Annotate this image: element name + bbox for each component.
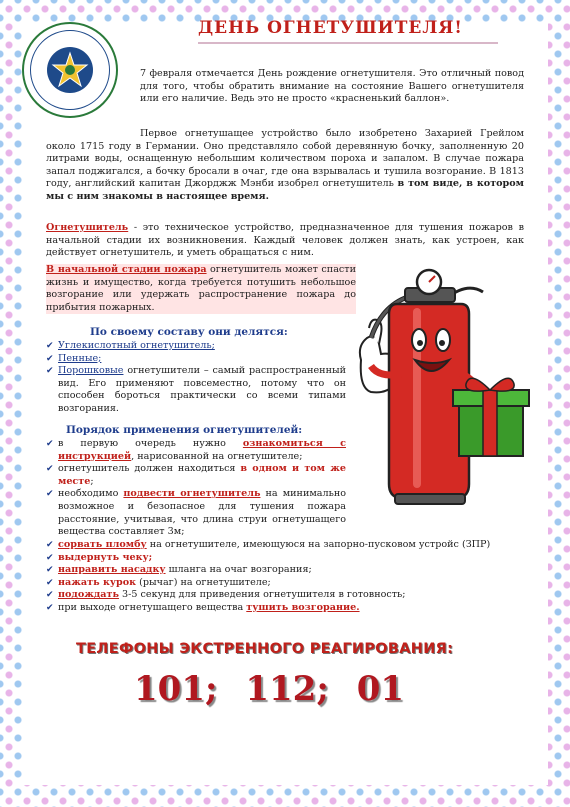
check-icon: ✔ [46,353,54,364]
emergency-phones-title: ТЕЛЕФОНЫ ЭКСТРЕННОГО РЕАГИРОВАНИЯ: [76,641,454,657]
history-text-bold: в том виде, в котором мы с ним знакомы в настоящее время. [46,178,524,202]
definition-text: - это техническое устройство, предназначенное для тушения пожаров в начальной стадии их возникновения. Каждый человек должен знать, как устроен, как действует огнетушитель, и уметь обращаться с ним. [46,222,524,259]
gift-box-icon [453,378,529,456]
usage-item-emphasis: в одном и том же месте [58,463,346,487]
page-title: ДЕНЬ ОГНЕТУШИТЕЛЯ! [198,18,463,38]
list-item [46,463,346,488]
usage-item-emphasis: нажать курок [58,576,137,588]
list-item [46,577,528,590]
definition-term: Огнетушитель [46,222,129,233]
check-icon: ✔ [46,540,54,550]
usage-item-text: на минимально возможное и безопасное для тушения пожара расстояние, учитывая, что длина струи огнетушащего вещества составляет 3м; [58,488,347,538]
list-item [46,438,346,463]
usage-item-emphasis: направить насадку [58,564,166,576]
list-item [46,365,346,415]
history-paragraph [46,128,524,204]
usage-item-text: при выходе огнетушащего вещества [58,601,247,613]
check-icon: ✔ [46,602,54,613]
composition-heading: По своему составу они делятся: [90,326,288,338]
usage-item-emphasis: подождать [58,589,119,601]
usage-item-text: на огнетушителе, имеющуюся на запорно-пусковом устройс (ЗПР) [146,539,491,550]
usage-item-text: ; [90,475,94,487]
composition-item-lead: Порошковые [58,365,124,377]
emblem-star-icon [47,47,93,93]
usage-heading: Порядок применения огнетушителей: [66,424,303,436]
usage-item-emphasis: ознакомиться с инструкцией [58,438,346,462]
usage-item-emphasis: выдернуть чеку; [58,551,153,563]
check-icon: ✔ [46,341,54,351]
list-item [46,552,528,565]
check-icon: ✔ [46,464,54,475]
usage-item-text: шланга на очаг возгорания; [165,564,312,576]
list-item [46,602,528,615]
intro-paragraph [140,68,524,106]
usage-item-text: 3-5 секунд для приведения огнетушителя в готовность; [118,589,406,601]
list-item [46,539,528,552]
list-item [46,340,346,353]
composition-item-lead: Углекислотный огнетушитель; [58,340,215,351]
usage-item-text: в первую очередь нужно [58,438,243,449]
intro-text: 7 февраля отмечается День рождение огнетушителя. Это отличный повод для того, чтобы обратить внимание на состояние Вашего огнетушителя или его наличие. Ведь это не просто «красненький баллон». [140,68,524,105]
emergency-service-emblem [22,22,118,118]
usage-list-continued [46,539,528,615]
usage-item-text: огнетушитель должен находиться [58,463,241,475]
check-icon: ✔ [46,439,54,449]
check-icon: ✔ [46,590,54,601]
usage-list [46,438,346,539]
usage-item-text: (рычаг) на огнетушителе; [136,576,271,588]
emblem-ring [30,30,110,110]
fire-extinguisher-mascot-illustration [355,268,535,516]
usage-item-emphasis: тушить возгорание. [246,601,360,613]
usage-item-text: необходимо [58,488,124,500]
usage-item-emphasis: подвести огнетушитель [123,488,261,500]
composition-list [46,340,346,416]
check-icon: ✔ [46,577,54,588]
check-icon: ✔ [46,366,54,377]
usage-item-emphasis: сорвать пломбу [58,539,147,550]
initial-stage-lead: В начальной стадии пожара [46,264,207,275]
list-item [46,564,528,577]
history-text: Первое огнетушащее устройство было изобретено Захарией Грейлом около 1715 году в Германии. Оно представляло собой деревянную бочку, заполненную 20 литрами воды, оснащенную небольшим количеством пороха и запалом. В случае пожара запал поджигался, а бочку бросали в очаг, где она взрывалась и тушила возгорание. В 1813 году, английский капитан Джорджж Мэнби изобрел огнетушитель [46,128,524,190]
check-icon: ✔ [46,552,54,563]
title-underline [198,42,498,44]
initial-stage-paragraph [46,264,356,314]
composition-item-text: огнетушители – самый распространенный вид. Его применяют повсеместно, потому что он способен бороться практически со всеми типами возгорания. [58,365,346,414]
usage-item-text: , нарисованной на огнетушителе; [131,450,303,462]
definition-paragraph [46,222,524,260]
list-item [46,353,346,366]
initial-stage-text: огнетушитель может спасти жизнь и имущество, когда требуется потушить небольшое возгорание или удержать распространение пожара до прибытия пожарных. [46,264,356,313]
emergency-phone-numbers: 101; 112; 01 [134,669,405,709]
composition-item-lead: Пенные; [58,352,102,364]
list-item [46,488,346,538]
check-icon: ✔ [46,565,54,576]
list-item [46,589,528,602]
check-icon: ✔ [46,489,54,500]
